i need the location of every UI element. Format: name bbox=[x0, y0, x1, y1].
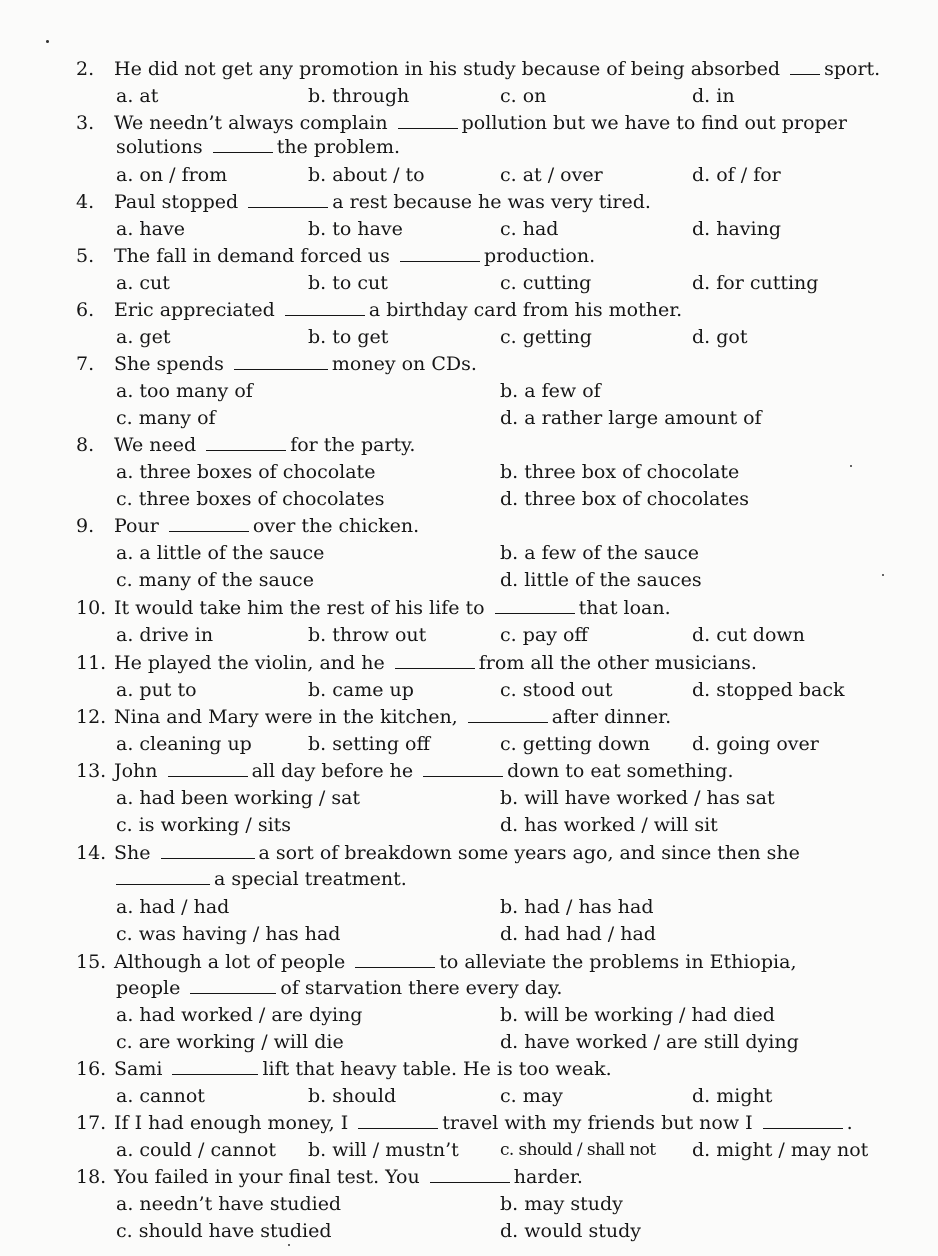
question-number: 10. bbox=[76, 597, 107, 619]
option-c[interactable]: c. pay off bbox=[500, 624, 588, 646]
question-11 bbox=[76, 650, 896, 677]
option-c[interactable]: c. may bbox=[500, 1085, 563, 1107]
scan-speck bbox=[850, 465, 852, 467]
question-text: all day before he bbox=[251, 760, 420, 782]
option-b[interactable]: b. throw out bbox=[308, 624, 427, 646]
option-c[interactable]: c. getting down bbox=[500, 733, 651, 755]
question-text: that loan. bbox=[578, 597, 671, 619]
option-c[interactable]: c. should have studied bbox=[116, 1220, 332, 1242]
question-16 bbox=[76, 1056, 896, 1083]
answer-blank[interactable] bbox=[395, 650, 475, 669]
option-a[interactable]: a. too many of bbox=[116, 380, 253, 402]
question-number: 9. bbox=[76, 515, 95, 537]
answer-blank[interactable] bbox=[358, 1110, 438, 1129]
option-b[interactable]: b. will be working / had died bbox=[500, 1004, 775, 1026]
option-d[interactable]: d. of / for bbox=[692, 164, 781, 186]
question-text: to alleviate the problems in Ethiopia, bbox=[439, 951, 797, 973]
answer-blank[interactable] bbox=[169, 513, 249, 532]
option-a[interactable]: a. three boxes of chocolate bbox=[116, 461, 376, 483]
question-text: He did not get any promotion in his study because of being absorbed bbox=[114, 58, 787, 80]
question-text: for the party. bbox=[290, 434, 416, 456]
option-c[interactable]: c. on bbox=[500, 85, 547, 107]
question-text: She bbox=[114, 842, 157, 864]
question-8 bbox=[76, 432, 896, 459]
question-text: We need bbox=[114, 434, 203, 456]
question-text: solutions bbox=[116, 136, 209, 158]
option-c[interactable]: c. many of bbox=[116, 407, 216, 429]
option-c[interactable]: c. should / shall not bbox=[500, 1140, 656, 1160]
question-text: sport. bbox=[824, 58, 881, 80]
option-b[interactable]: b. setting off bbox=[308, 733, 430, 755]
question-number: 17. bbox=[76, 1112, 107, 1134]
question-number: 16. bbox=[76, 1058, 107, 1080]
question-number: 13. bbox=[76, 760, 107, 782]
option-b[interactable]: b. about / to bbox=[308, 164, 425, 186]
question-text: a sort of breakdown some years ago, and since then she bbox=[258, 842, 800, 864]
question-text: down to eat something. bbox=[507, 760, 734, 782]
answer-blank[interactable] bbox=[190, 975, 276, 994]
question-text: people bbox=[116, 977, 187, 999]
answer-blank[interactable] bbox=[234, 351, 328, 370]
option-b[interactable]: b. had / has had bbox=[500, 896, 654, 918]
answer-blank[interactable] bbox=[495, 595, 575, 614]
option-d[interactable]: d. having bbox=[692, 218, 782, 240]
question-number: 18. bbox=[76, 1166, 107, 1188]
question-text: Pour bbox=[114, 515, 165, 537]
option-a[interactable]: a. get bbox=[116, 326, 171, 348]
question-text: money on CDs. bbox=[331, 353, 477, 375]
option-d[interactable]: d. little of the sauces bbox=[500, 569, 702, 591]
answer-blank[interactable] bbox=[248, 189, 328, 208]
question-text: from all the other musicians. bbox=[478, 652, 757, 674]
question-number: 7. bbox=[76, 353, 95, 375]
option-a[interactable]: a. at bbox=[116, 85, 159, 107]
question-number: 6. bbox=[76, 299, 95, 321]
question-15-continued bbox=[116, 975, 562, 1002]
question-number: 3. bbox=[76, 112, 95, 134]
question-text: You failed in your final test. You bbox=[114, 1166, 426, 1188]
option-b[interactable]: b. through bbox=[308, 85, 410, 107]
answer-blank[interactable] bbox=[213, 134, 273, 153]
question-text: pollution but we have to find out proper bbox=[461, 112, 848, 134]
answer-blank[interactable] bbox=[790, 56, 820, 75]
scan-speck bbox=[882, 574, 884, 576]
question-number: 8. bbox=[76, 434, 95, 456]
answer-blank[interactable] bbox=[116, 866, 210, 885]
option-b[interactable]: b. came up bbox=[308, 679, 414, 701]
scan-speck bbox=[288, 1244, 290, 1246]
answer-blank[interactable] bbox=[423, 758, 503, 777]
option-d[interactable]: d. had had / had bbox=[500, 923, 656, 945]
question-18 bbox=[76, 1164, 896, 1191]
question-text: production. bbox=[483, 245, 596, 267]
question-text: of starvation there every day. bbox=[280, 977, 563, 999]
answer-blank[interactable] bbox=[355, 949, 435, 968]
question-3-continued bbox=[116, 134, 400, 161]
option-d[interactable]: d. might / may not bbox=[692, 1139, 869, 1161]
question-text: We needn’t always complain bbox=[114, 112, 394, 134]
question-text: a birthday card from his mother. bbox=[368, 299, 683, 321]
answer-blank[interactable] bbox=[400, 243, 480, 262]
question-2 bbox=[76, 56, 896, 83]
question-7 bbox=[76, 351, 896, 378]
question-text: over the chicken. bbox=[252, 515, 420, 537]
option-b[interactable]: b. will have worked / has sat bbox=[500, 787, 775, 809]
question-text: John bbox=[114, 760, 164, 782]
option-b[interactable]: b. to have bbox=[308, 218, 403, 240]
question-9 bbox=[76, 513, 896, 540]
question-number: 2. bbox=[76, 58, 95, 80]
option-c[interactable]: c. cutting bbox=[500, 272, 592, 294]
option-d[interactable]: d. in bbox=[692, 85, 735, 107]
question-text: harder. bbox=[513, 1166, 583, 1188]
question-text: It would take him the rest of his life to bbox=[114, 597, 491, 619]
option-c[interactable]: c. is working / sits bbox=[116, 814, 292, 836]
answer-blank[interactable] bbox=[206, 432, 286, 451]
option-a[interactable]: a. have bbox=[116, 218, 185, 240]
option-c[interactable]: c. at / over bbox=[500, 164, 603, 186]
option-d[interactable]: d. for cutting bbox=[692, 272, 819, 294]
answer-blank[interactable] bbox=[468, 704, 548, 723]
option-a[interactable]: a. drive in bbox=[116, 624, 214, 646]
question-text: Sami bbox=[114, 1058, 169, 1080]
answer-blank[interactable] bbox=[285, 297, 365, 316]
option-b[interactable]: b. to cut bbox=[308, 272, 388, 294]
option-b[interactable]: b. three box of chocolate bbox=[500, 461, 740, 483]
option-d[interactable]: d. a rather large amount of bbox=[500, 407, 762, 429]
question-text: lift that heavy table. He is too weak. bbox=[262, 1058, 612, 1080]
option-a[interactable]: a. put to bbox=[116, 679, 197, 701]
question-number: 4. bbox=[76, 191, 95, 213]
question-3 bbox=[76, 110, 896, 137]
option-d[interactable]: d. going over bbox=[692, 733, 819, 755]
question-text: If I had enough money, I bbox=[114, 1112, 355, 1134]
question-10 bbox=[76, 595, 896, 622]
option-a[interactable]: a. had worked / are dying bbox=[116, 1004, 363, 1026]
option-d[interactable]: d. would study bbox=[500, 1220, 641, 1242]
option-d[interactable]: d. have worked / are still dying bbox=[500, 1031, 799, 1053]
answer-blank[interactable] bbox=[398, 110, 458, 129]
option-c[interactable]: c. was having / has had bbox=[116, 923, 341, 945]
question-number: 5. bbox=[76, 245, 95, 267]
question-14-continued bbox=[116, 866, 407, 893]
option-b[interactable]: b. should bbox=[308, 1085, 397, 1107]
question-12 bbox=[76, 704, 896, 731]
option-d[interactable]: d. cut down bbox=[692, 624, 805, 646]
question-number: 11. bbox=[76, 652, 107, 674]
option-b[interactable]: b. a few of the sauce bbox=[500, 542, 700, 564]
option-c[interactable]: c. stood out bbox=[500, 679, 613, 701]
option-a[interactable]: a. had been working / sat bbox=[116, 787, 361, 809]
answer-blank[interactable] bbox=[168, 758, 248, 777]
question-4 bbox=[76, 189, 896, 216]
question-text: She spends bbox=[114, 353, 230, 375]
question-number: 12. bbox=[76, 706, 107, 728]
question-text: the problem. bbox=[276, 136, 401, 158]
question-text: a special treatment. bbox=[214, 868, 407, 890]
question-number: 14. bbox=[76, 842, 107, 864]
option-a[interactable]: a. needn’t have studied bbox=[116, 1193, 342, 1215]
option-a[interactable]: a. cleaning up bbox=[116, 733, 252, 755]
question-text: Paul stopped bbox=[114, 191, 245, 213]
question-text: The fall in demand forced us bbox=[114, 245, 396, 267]
question-14 bbox=[76, 840, 896, 867]
question-15 bbox=[76, 949, 896, 976]
question-text: Although a lot of people bbox=[114, 951, 352, 973]
option-d[interactable]: d. three box of chocolates bbox=[500, 488, 750, 510]
option-b[interactable]: b. will / mustn’t bbox=[308, 1139, 459, 1161]
option-d[interactable]: d. stopped back bbox=[692, 679, 845, 701]
option-a[interactable]: a. a little of the sauce bbox=[116, 542, 325, 564]
option-b[interactable]: b. to get bbox=[308, 326, 389, 348]
question-text: Eric appreciated bbox=[114, 299, 281, 321]
question-text: after dinner. bbox=[551, 706, 672, 728]
answer-blank[interactable] bbox=[172, 1056, 258, 1075]
question-number: 15. bbox=[76, 951, 107, 973]
question-17 bbox=[76, 1110, 896, 1137]
option-d[interactable]: d. might bbox=[692, 1085, 773, 1107]
option-a[interactable]: a. cannot bbox=[116, 1085, 205, 1107]
question-6 bbox=[76, 297, 896, 324]
question-text: travel with my friends but now I bbox=[442, 1112, 759, 1134]
option-a[interactable]: a. could / cannot bbox=[116, 1139, 276, 1161]
answer-blank[interactable] bbox=[763, 1110, 843, 1129]
option-a[interactable]: a. cut bbox=[116, 272, 170, 294]
answer-blank[interactable] bbox=[430, 1164, 510, 1183]
option-c[interactable]: c. many of the sauce bbox=[116, 569, 314, 591]
option-d[interactable]: d. got bbox=[692, 326, 748, 348]
scan-speck bbox=[46, 40, 49, 43]
question-text: Nina and Mary were in the kitchen, bbox=[114, 706, 464, 728]
question-text: He played the violin, and he bbox=[114, 652, 391, 674]
option-b[interactable]: b. a few of bbox=[500, 380, 601, 402]
question-5 bbox=[76, 243, 896, 270]
option-b[interactable]: b. may study bbox=[500, 1193, 623, 1215]
question-text: a rest because he was very tired. bbox=[332, 191, 651, 213]
option-a[interactable]: a. on / from bbox=[116, 164, 228, 186]
question-13 bbox=[76, 758, 896, 785]
option-c[interactable]: c. had bbox=[500, 218, 559, 240]
option-c[interactable]: c. are working / will die bbox=[116, 1031, 344, 1053]
option-d[interactable]: d. has worked / will sit bbox=[500, 814, 718, 836]
option-c[interactable]: c. getting bbox=[500, 326, 592, 348]
option-c[interactable]: c. three boxes of chocolates bbox=[116, 488, 385, 510]
answer-blank[interactable] bbox=[161, 840, 255, 859]
option-a[interactable]: a. had / had bbox=[116, 896, 230, 918]
question-text: . bbox=[846, 1112, 853, 1134]
